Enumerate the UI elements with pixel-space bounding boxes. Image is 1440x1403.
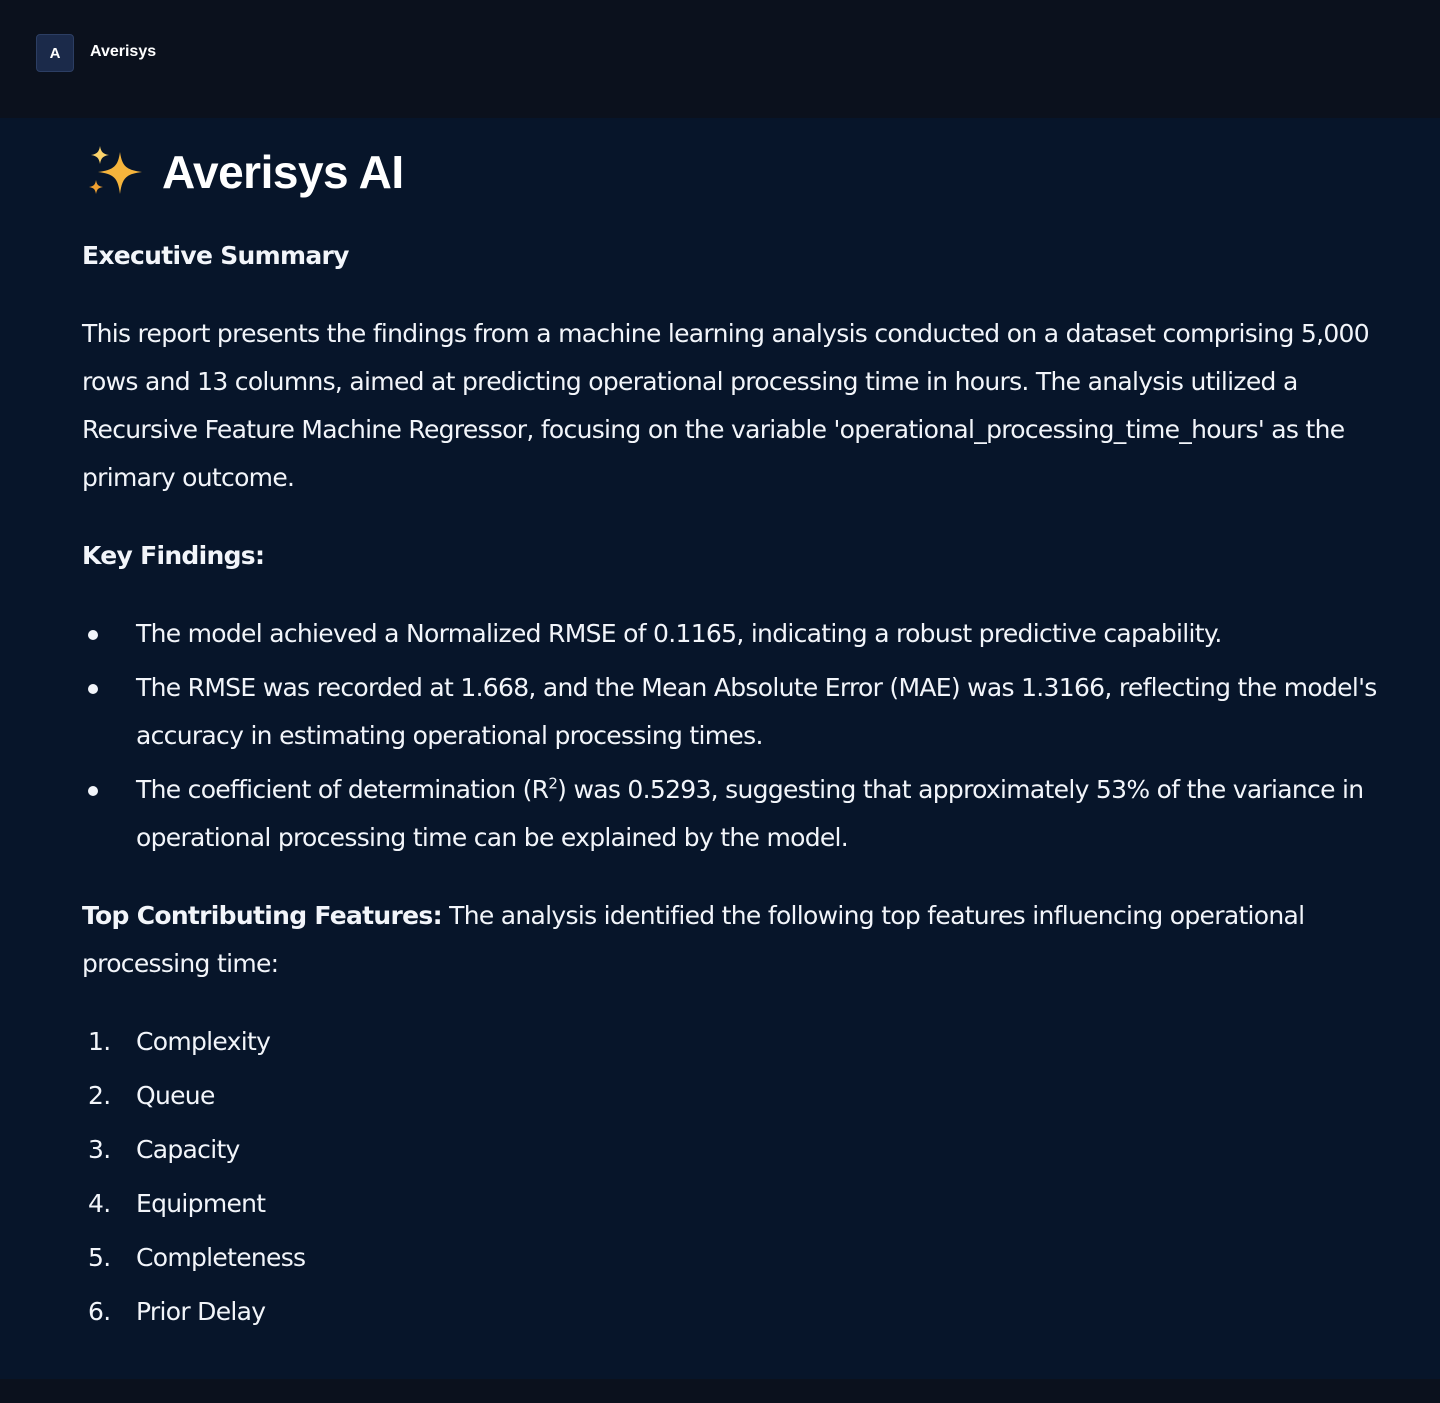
top-features-paragraph bbox=[82, 892, 1402, 988]
list-number: 4. bbox=[88, 1189, 111, 1218]
sparkles-icon bbox=[86, 144, 146, 200]
list-item bbox=[82, 1288, 1402, 1336]
key-findings-list bbox=[82, 610, 1402, 862]
assistant-header bbox=[86, 140, 404, 204]
list-item bbox=[82, 610, 1402, 658]
bullet-icon bbox=[88, 786, 98, 796]
list-item bbox=[82, 1018, 1402, 1066]
feature-label: Completeness bbox=[136, 1243, 306, 1272]
top-features-heading: Top Contributing Features: bbox=[82, 901, 442, 930]
feature-label: Equipment bbox=[136, 1189, 266, 1218]
list-item bbox=[82, 1180, 1402, 1228]
finding-r2-before: The coefficient of determination (R bbox=[136, 775, 549, 804]
list-number: 1. bbox=[88, 1027, 111, 1056]
list-item bbox=[82, 1072, 1402, 1120]
finding-r2-after: ) was 0.5293, suggesting that approximately 53% of the variance in operational processing time can be explained by the model. bbox=[136, 775, 1364, 852]
finding-text bbox=[136, 775, 1363, 852]
list-number: 2. bbox=[88, 1081, 111, 1110]
list-item bbox=[82, 1234, 1402, 1282]
list-item bbox=[82, 766, 1402, 862]
top-features-list bbox=[82, 1018, 1402, 1336]
intro-paragraph: This report presents the findings from a machine learning analysis conducted on a dataset comprising 5,000 rows and 13 columns, aimed at predicting operational processing time in hours. The analysis utilized a Recursive Feature Machine Regressor, focusing on the variable 'operational_processing_time_hours' as the primary outcome. bbox=[82, 319, 1369, 492]
bullet-icon bbox=[88, 684, 98, 694]
top-bar bbox=[0, 0, 1440, 118]
brand-avatar[interactable]: A bbox=[36, 34, 74, 72]
feature-label: Queue bbox=[136, 1081, 215, 1110]
list-item bbox=[82, 1126, 1402, 1174]
list-number: 5. bbox=[88, 1243, 111, 1272]
report-content bbox=[82, 232, 1402, 1342]
feature-label: Complexity bbox=[136, 1027, 271, 1056]
executive-summary-heading: Executive Summary bbox=[82, 241, 349, 270]
finding-r2-superscript: 2 bbox=[548, 774, 558, 793]
assistant-title: Averisys AI bbox=[162, 146, 404, 198]
list-number: 3. bbox=[88, 1135, 111, 1164]
finding-text: The model achieved a Normalized RMSE of 0.1165, indicating a robust predictive capability. bbox=[136, 619, 1222, 648]
feature-label: Capacity bbox=[136, 1135, 240, 1164]
bottom-bar bbox=[0, 1379, 1440, 1403]
top-features-text: The analysis identified the following top features influencing operational processing time: bbox=[82, 901, 1305, 978]
brand-name[interactable]: Averisys bbox=[90, 43, 157, 60]
key-findings-heading: Key Findings: bbox=[82, 541, 265, 570]
feature-label: Prior Delay bbox=[136, 1297, 266, 1326]
finding-text: The RMSE was recorded at 1.668, and the Mean Absolute Error (MAE) was 1.3166, reflecting the model's accuracy in estimating operational processing times. bbox=[136, 673, 1377, 750]
list-number: 6. bbox=[88, 1297, 111, 1326]
bullet-icon bbox=[88, 630, 98, 640]
list-item bbox=[82, 664, 1402, 760]
